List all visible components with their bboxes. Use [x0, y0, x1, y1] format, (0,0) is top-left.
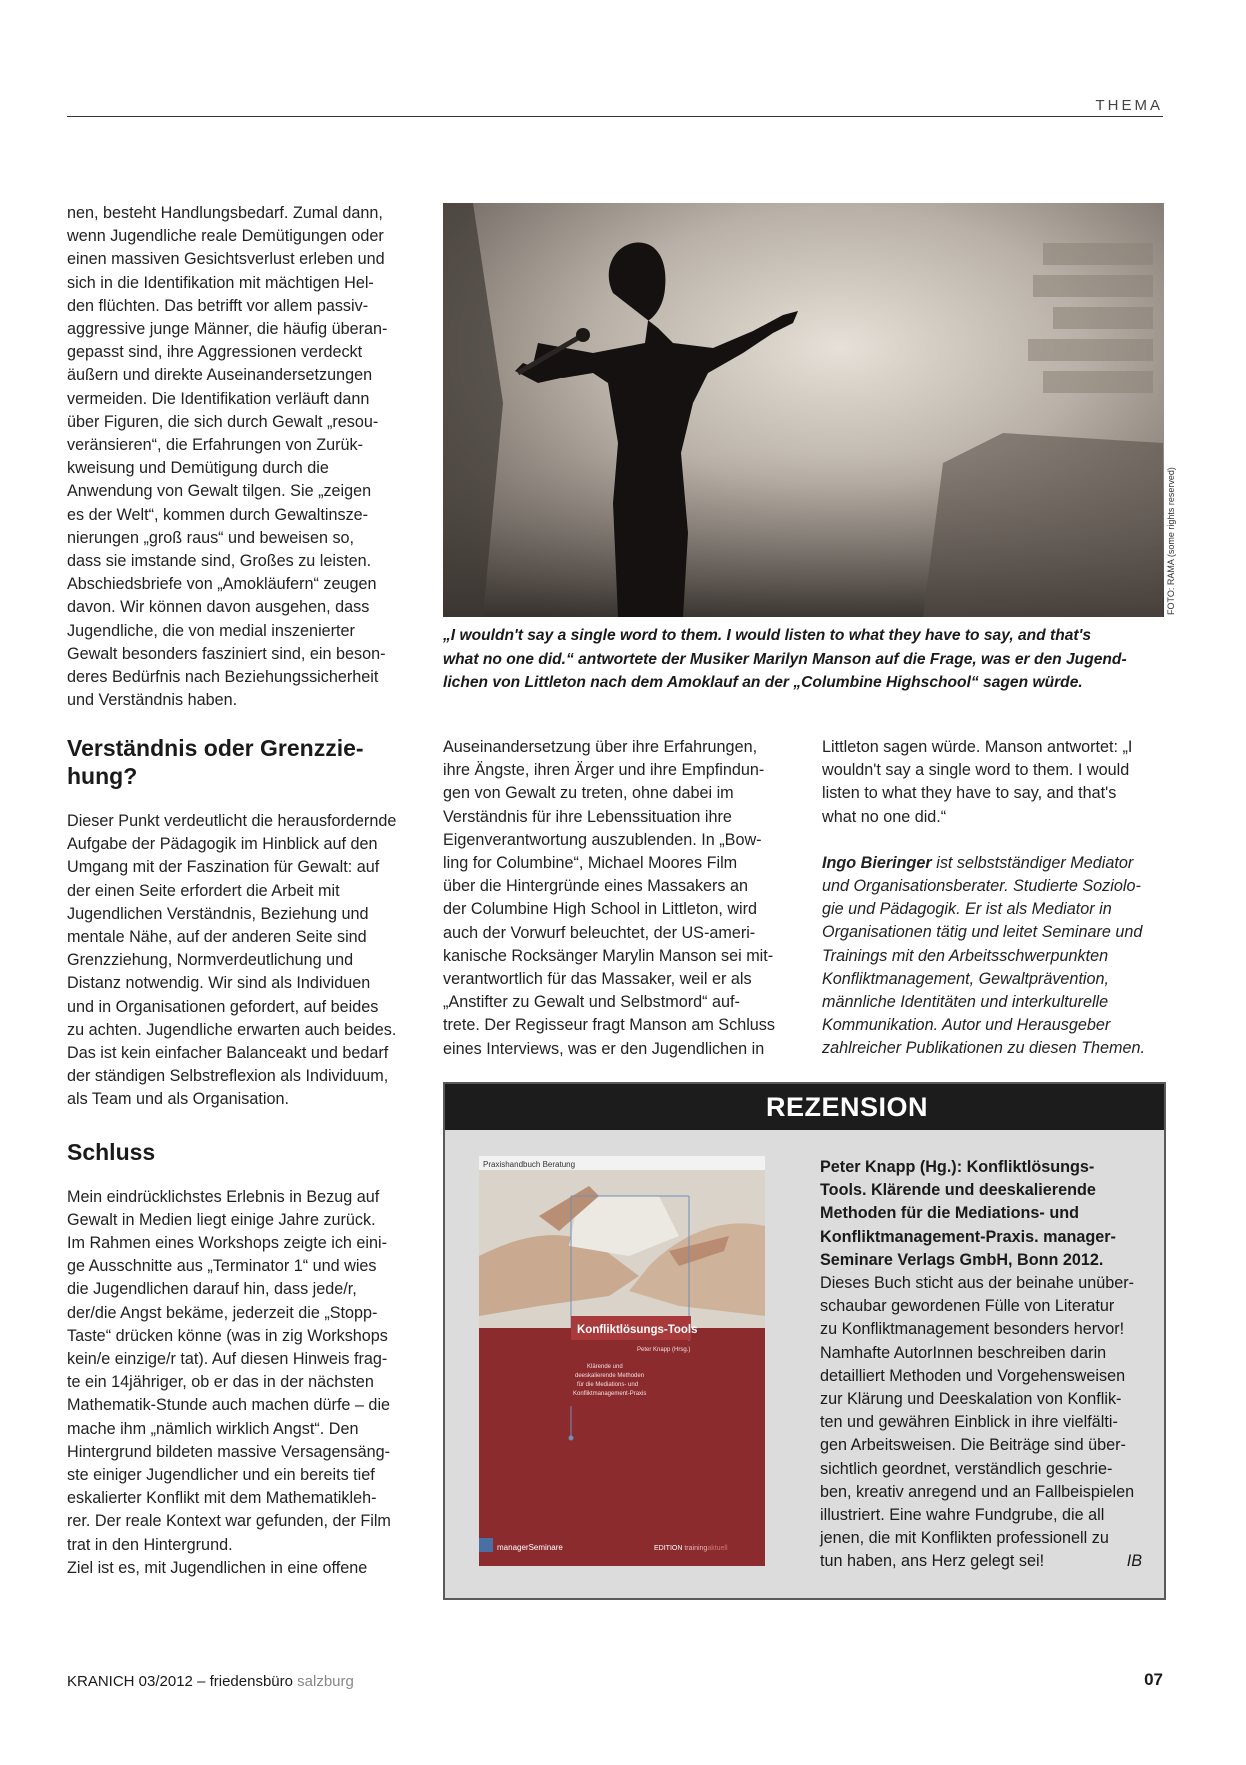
caption-line: „I wouldn't say a single word to them. I would listen to what they have to say, and that's: [443, 627, 1092, 644]
text-line: aggressive junge Männer, die häufig überan-: [67, 320, 388, 339]
text-line: dass sie imstande sind, Großes zu leisten.: [67, 552, 372, 571]
header-rule: [67, 116, 1163, 117]
text-line: davon. Wir können davon ausgehen, dass: [67, 598, 370, 617]
review-text-line: gen Arbeitsweisen. Die Beiträge sind über-: [820, 1436, 1126, 1455]
book-cover: [479, 1156, 765, 1566]
text-line: Eigenverantwortung auszublenden. In „Bow-: [443, 830, 762, 849]
author-bio-line: Trainings mit den Arbeitsschwerpunkten: [822, 946, 1109, 965]
review-bibliography-line: Methoden für die Mediations- und: [820, 1204, 1079, 1223]
text-line: Gewalt besonders fasziniert sind, ein beson-: [67, 644, 386, 663]
footer-publication: [67, 1673, 354, 1690]
author-bio-start: ist selbstständiger Mediator: [931, 853, 1134, 872]
text-line: nierungen „groß raus“ und beweisen so,: [67, 528, 355, 547]
book-subtitle-line: Konfliktmanagement-Praxis: [573, 1391, 647, 1397]
text-line: Ziel ist es, mit Jugendlichen in eine offene: [67, 1558, 368, 1577]
text-line: Jugendlichen Verständnis, Beziehung und: [67, 904, 369, 923]
author-bio-line: zahlreicher Publikationen zu diesen Themen.: [822, 1039, 1146, 1058]
text-line: ling for Columbine“, Michael Moores Film: [443, 854, 738, 873]
text-line: eskalierter Konflikt mit dem Mathematiklеh-: [67, 1489, 377, 1508]
text-line: wouldn't say a single word to them. I would: [822, 761, 1130, 780]
column-1-sections: [67, 734, 412, 1580]
review-text-line: ben, kreativ anregend und an Fallbeispielen: [820, 1482, 1135, 1501]
text-line: Das ist kein einfacher Balanceakt und bedarf: [67, 1044, 389, 1063]
review-text-line: sichtlich geordnet, verständlich geschrie-: [820, 1459, 1113, 1478]
text-line: kein/e einzige/r tat). Auf diesen Hinweis frag-: [67, 1350, 388, 1369]
photo-illustration: [443, 203, 1164, 617]
text-line: rer. Der reale Kontext war gefunden, der Film: [67, 1512, 391, 1531]
book-title: Konfliktlösungs-Tools: [577, 1324, 698, 1336]
footer-publication-text: KRANICH 03/2012 – friedensbüro: [67, 1673, 298, 1690]
column-1-intro: [67, 202, 412, 712]
photo-caption: [443, 624, 1168, 695]
text-line: veränsieren“, die Erfahrungen von Zurük-: [67, 436, 364, 455]
text-line: vermeiden. Die Identifikation verläuft dann: [67, 389, 370, 408]
author-bio-line: und Organisationsberater. Studierte Soziolo-: [822, 877, 1141, 896]
review-initials: IB: [1126, 1552, 1142, 1571]
review-text: [820, 1156, 1142, 1574]
text-line: kweisung und Demütigung durch die: [67, 459, 329, 478]
text-line: und in Organisationen gefordert, auf beides: [67, 997, 379, 1016]
author-bio-line: Organisationen tätig und leitet Seminare und: [822, 923, 1143, 942]
text-line: Littleton sagen würde. Manson antwortet: „I: [822, 738, 1133, 756]
review-text-line: detailliert Methoden und Vorgehensweisen: [820, 1366, 1126, 1385]
text-line: kanische Rocksänger Marylin Manson sei mit-: [443, 946, 774, 965]
text-line: Grenzziehung, Normverdeutlichung und: [67, 951, 354, 970]
text-line: Taste“ drücken könne (was in zig Workshops: [67, 1326, 388, 1345]
review-title: REZENSION: [765, 1092, 929, 1122]
review-box: [443, 1082, 1166, 1600]
photo-credit: [1166, 455, 1178, 615]
text-line: mache ihm „nämlich wirklich Angst“. Den: [67, 1419, 359, 1438]
heading-line: Verständnis oder Grenzzie-: [67, 735, 364, 761]
book-series: Praxishandbuch Beratung: [483, 1160, 576, 1169]
page-number: 07: [1144, 1670, 1163, 1689]
text-line: Verständnis für ihre Lebenssituation ihre: [443, 807, 732, 826]
text-line: äußern und direkte Auseinandersetzungen: [67, 366, 373, 385]
text-line: es der Welt“, kommen durch Gewaltinsze-: [67, 505, 369, 524]
review-text-line: schaubar gewordenen Fülle von Literatur: [820, 1297, 1115, 1316]
text-line: eines Interviews, was er den Jugendlichen in: [443, 1039, 765, 1058]
text-line: ste einiger Jugendlicher und ein bereits tief: [67, 1466, 375, 1485]
book-publisher: managerSeminare: [497, 1543, 563, 1552]
review-text-line: zu Konfliktmanagement besonders hervor!: [820, 1320, 1125, 1339]
text-line: ge Ausschnitte aus „Terminator 1“ und wies: [67, 1257, 377, 1276]
text-line: zu achten. Jugendliche erwarten auch beides.: [67, 1020, 397, 1039]
review-text-line: Dieses Buch sticht aus der beinahe unüber-: [820, 1274, 1135, 1293]
book-subtitle-line: Klärende und: [587, 1364, 623, 1370]
text-line: nen, besteht Handlungsbedarf. Zumal dann,: [67, 204, 383, 222]
book-subtitle-line: für die Mediations- und: [577, 1382, 639, 1388]
text-line: Anwendung von Gewalt tilgen. Sie „zeigen: [67, 482, 372, 501]
text-line: „Anstifter zu Gewalt und Selbstmord“ auf-: [443, 993, 740, 1012]
text-line: Aufgabe der Pädagogik im Hinblick auf den: [67, 835, 378, 854]
author-bio-line: Konfliktmanagement, Gewaltprävention,: [822, 969, 1110, 988]
text-line: sich in die Identifikation mit mächtigen Hel-: [67, 273, 374, 292]
caption-line: lichen von Littleton nach dem Amoklauf an der „Columbine Highschool“ sagen würde.: [443, 674, 1083, 691]
text-line: der einen Seite erfordert die Arbeit mit: [67, 881, 340, 900]
section-heading-verstaendnis: [67, 734, 412, 790]
book-edition-prefix: EDITION: [654, 1545, 685, 1552]
text-line: Abschiedsbriefe von „Amokläufern“ zeugen: [67, 575, 377, 594]
text-line: als Team und als Organisation.: [67, 1090, 289, 1109]
review-last-text: tun haben, ans Herz gelegt sei!: [820, 1552, 1045, 1571]
text-line: listen to what they have to say, and that's: [822, 784, 1117, 803]
text-line: über die Hintergründe eines Massakers an: [443, 877, 749, 896]
text-line: Gewalt in Medien liegt einige Jahre zurück.: [67, 1210, 376, 1229]
book-cover-image: [479, 1156, 765, 1566]
book-editor: Peter Knapp (Hrsg.): [637, 1347, 691, 1353]
review-text-line: illustriert. Eine wahre Fundgrube, die all: [820, 1506, 1105, 1525]
photo-credit-text: FOTO: RAMA (some rights reserved): [1166, 467, 1176, 615]
caption-line: what no one did.“ antwortete der Musiker Marilyn Manson auf die Frage, was er den Jugend-: [443, 650, 1127, 668]
text-line: verantwortlich für das Massaker, weil er als: [443, 970, 752, 989]
text-line: Auseinandersetzung über ihre Erfahrungen,: [443, 738, 758, 756]
text-line: auch der Vorwurf beleuchtet, der US-ameri-: [443, 923, 756, 942]
text-line: der ständigen Selbstreflexion als Individuum,: [67, 1067, 389, 1086]
text-line: te ein 14jähriger, ob er das in der nächsten: [67, 1373, 374, 1392]
review-bibliography-line: Konfliktmanagement-Praxis. manager-: [820, 1227, 1116, 1246]
text-line: what no one did.“: [822, 807, 947, 826]
review-bibliography-line: Seminare Verlags GmbH, Bonn 2012.: [820, 1250, 1104, 1269]
text-line: Umgang mit der Faszination für Gewalt: auf: [67, 858, 380, 877]
column-3: [822, 736, 1167, 1061]
review-bibliography-line: Tools. Klärende und deeskalierende: [820, 1181, 1096, 1200]
text-line: trat in den Hintergrund.: [67, 1535, 233, 1554]
text-line: Dieser Punkt verdeutlicht die herausfordernde: [67, 812, 397, 830]
book-edition-suffix: aktuell: [707, 1545, 728, 1552]
text-line: Mein eindrücklichstes Erlebnis in Bezug auf: [67, 1187, 380, 1206]
text-line: Im Rahmen eines Workshops zeigte ich eini-: [67, 1234, 387, 1253]
text-line: ihre Ängste, ihren Ärger und ihre Empfindun-: [443, 761, 765, 780]
review-text-last-line: [820, 1550, 1142, 1573]
text-line: über Figuren, die sich durch Gewalt „resou-: [67, 412, 379, 431]
text-line: Distanz notwendig. Wir sind als Individuen: [67, 974, 371, 993]
review-text-line: ten und gewähren Einblick in ihre vielfälti-: [820, 1413, 1118, 1432]
book-edition-highlight: training: [684, 1545, 708, 1552]
review-bibliography-line: Peter Knapp (Hg.): Konfliktlösungs-: [820, 1158, 1095, 1176]
text-line: Jugendliche, die von medial inszenierter: [67, 621, 355, 640]
text-line: gen von Gewalt zu treten, ohne dabei im: [443, 784, 734, 803]
text-line: gepasst sind, ihre Aggressionen verdeckt: [67, 343, 363, 362]
review-text-line: jenen, die mit Konflikten professionell zu: [820, 1529, 1109, 1548]
book-subtitle-line: deeskalierende Methoden: [575, 1373, 645, 1379]
text-line: Mathematik-Stunde auch machen dürfe – die: [67, 1396, 391, 1415]
author-bio-line: Kommunikation. Autor und Herausgeber: [822, 1016, 1111, 1035]
text-line: der Columbine High School in Littleton, wird: [443, 900, 758, 919]
author-bio-line: gie und Pädagogik. Er ist als Mediator in: [822, 900, 1112, 919]
footer-city: salzburg: [297, 1673, 354, 1690]
section-heading-schluss: Schluss: [67, 1138, 156, 1165]
author-name: Ingo Bieringer: [822, 853, 932, 872]
author-bio-line: männliche Identitäten und interkulturelle: [822, 993, 1109, 1012]
section-label: THEMA: [1095, 97, 1163, 114]
author-bio-first-line: [822, 852, 1167, 875]
concert-photo: [443, 203, 1164, 617]
text-line: der/die Angst bekäme, jederzeit die „Stopp-: [67, 1303, 378, 1322]
heading-line: hung?: [67, 763, 138, 789]
review-text-line: Namhafte AutorInnen beschreiben darin: [820, 1343, 1107, 1362]
text-line: einen massiven Gesichtsverlust erleben und: [67, 250, 385, 269]
review-text-line: zur Klärung und Deeskalation von Konflik-: [820, 1390, 1122, 1409]
text-line: die Jugendlichen darauf hin, dass jede/r,: [67, 1280, 357, 1299]
text-line: deres Bedürfnis nach Beziehungssicherheit: [67, 668, 379, 687]
text-line: mentale Nähe, auf der anderen Seite sind: [67, 928, 367, 947]
text-line: und Verständnis haben.: [67, 691, 238, 710]
book-edition: [654, 1545, 728, 1552]
text-line: trete. Der Regisseur fragt Manson am Schluss: [443, 1016, 775, 1035]
column-2: [443, 736, 788, 1061]
text-line: wenn Jugendliche reale Demütigungen oder: [67, 227, 384, 246]
review-header: [445, 1084, 1164, 1130]
text-line: den flüchten. Das betrifft vor allem passiv-: [67, 296, 369, 315]
text-line: Hintergrund bildeten massive Versagensäng-: [67, 1442, 391, 1461]
